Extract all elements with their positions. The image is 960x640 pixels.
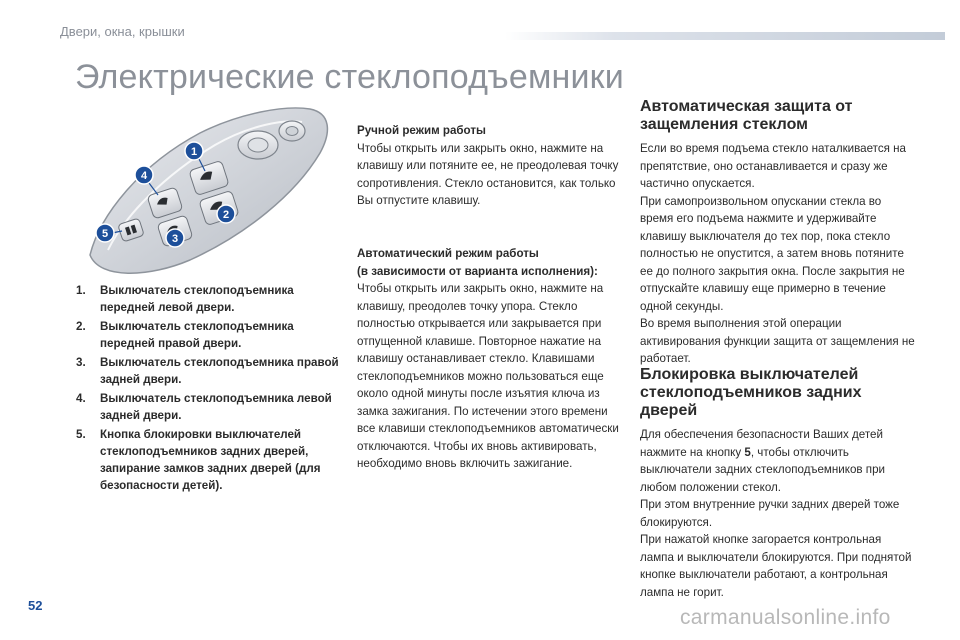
anti-pinch-text-2: При самопроизвольном опускании стекла во время его подъема нажмите и удерживайте клавишу выключателя до тех пор, пока стекло полностью не опустится, а затем вновь потяните ее до полного закрытия окна. После закрытия не отпускайте клавишу еще примерно в течение одной секунды. (640, 194, 905, 313)
page-title: Электрические стеклоподъемники (75, 58, 624, 96)
rear-lockout-section (640, 366, 915, 601)
anti-pinch-section (640, 98, 915, 368)
legend-item: 4. Выключатель стеклоподъемника левой задней двери. (76, 392, 332, 422)
callout-3 (166, 229, 184, 247)
anti-pinch-text-1: Если во время подъема стекло наталкивается на препятствие, оно останавливается и сразу же частично опускается. (640, 142, 906, 190)
anti-pinch-title: Автоматическая защита от защемления стеклом (640, 98, 853, 133)
automatic-mode-subtitle: (в зависимости от варианта исполнения): (357, 264, 598, 278)
watermark: carmanualsonline.info (680, 606, 891, 629)
callout-2-label: 2 (222, 209, 230, 221)
automatic-mode-text: Чтобы открыть или закрыть окно, нажмите на клавишу, преодолев точку упора. Стекло полностью открывается или закрывается при отпущенной клавише. Повторное нажатие на клавишу останавливает стекло. Клавишами стеклоподъемников можно пользоваться еще около одной минуты после изъятия ключа из замка зажигания. По истечении этого времени все клавиши стеклоподъемников автоматически отключаются. Чтобы их вновь активировать, необходимо вновь включить зажигание. (357, 282, 619, 470)
callout-4-label: 4 (140, 170, 148, 182)
page-number: 52 (28, 598, 43, 613)
rear-lockout-text-3: При нажатой кнопке загорается контрольная лампа и выключатели блокируются. При поднятой кнопке выключатели работают, а контрольная лампа не горит. (640, 533, 912, 599)
callout-2 (217, 205, 235, 223)
window-switch-panel-illustration (80, 95, 340, 280)
automatic-mode-title: Автоматический режим работы (357, 247, 539, 260)
anti-pinch-text-3: Во время выполнения этой операции активирования функции защита от защемления не работает. (640, 317, 915, 365)
rear-lockout-text-2: При этом внутренние ручки задних дверей тоже блокируются. (640, 498, 900, 529)
rear-lockout-title: Блокировка выключателей стеклоподъемников задних дверей (640, 366, 862, 419)
legend-item: 5. Кнопка блокировки выключателей стеклоподъемников задних дверей, запирание замков задних дверей (для безопасности детей). (76, 428, 321, 492)
legend-item: 2. Выключатель стеклоподъемника передней правой двери. (76, 320, 294, 350)
switch-legend (76, 282, 351, 496)
manual-mode-text: Чтобы открыть или закрыть окно, нажмите на клавишу или потяните ее, не преодолевая точку сопротивления. Стекло остановится, как только Вы отпустите клавишу. (357, 141, 619, 207)
header-rule (505, 32, 945, 40)
manual-mode-title: Ручной режим работы (357, 124, 486, 137)
callout-3-label: 3 (171, 233, 179, 245)
manual-mode-section (357, 122, 627, 210)
rear-lockout-text-1: Для обеспечения безопасности Ваших детей нажмите на кнопку 5, чтобы отключить выключатели задних стеклоподъемников при любом положении стекол. (640, 428, 885, 494)
callout-1-label: 1 (190, 146, 198, 158)
legend-item: 3. Выключатель стеклоподъемника правой задней двери. (76, 356, 339, 386)
automatic-mode-section (357, 245, 627, 473)
legend-item: 1. Выключатель стеклоподъемника передней левой двери. (76, 284, 294, 314)
section-header: Двери, окна, крышки (60, 24, 185, 39)
callout-5-label: 5 (101, 228, 109, 240)
